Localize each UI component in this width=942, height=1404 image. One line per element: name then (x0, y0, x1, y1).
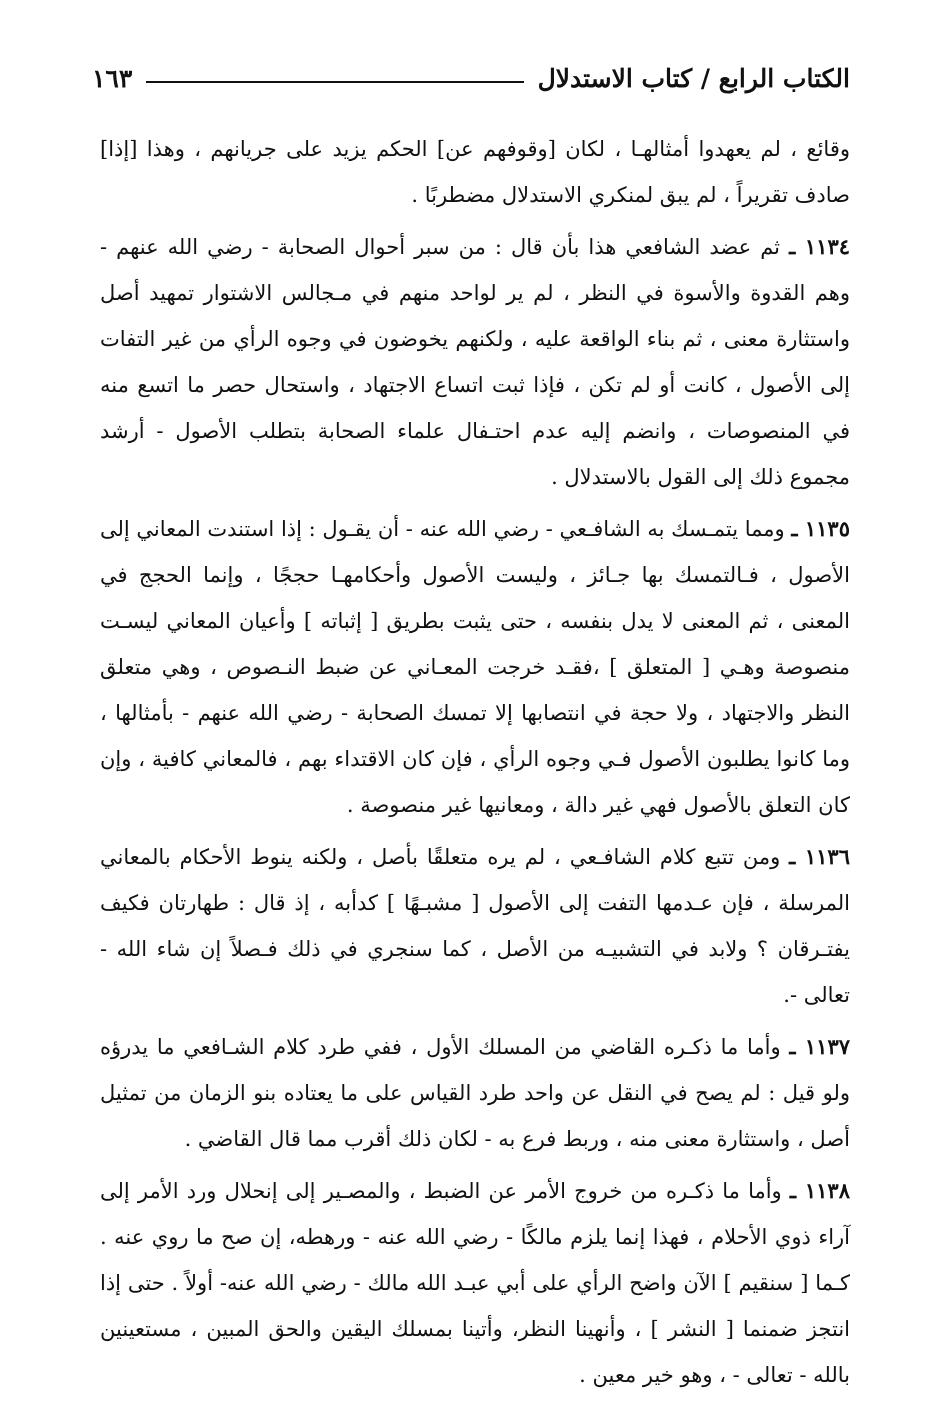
page-body (100, 126, 850, 1404)
paragraph-1134 (100, 224, 850, 500)
paragraph-continuation (100, 126, 850, 218)
paragraph-text: وأما ما ذكـره القاضي من المسلك الأول ، ففي طرد كلام الشـافعي ما يدرؤه ولو قيل : لم يصح في النقل عن واحد طرد القياس على ما يعتاده بنو الزمان من تمثيل أصل ، واستثارة معنى منه ، وربط فرع به - لكان ذلك أقرب مما قال القاضي . (100, 1035, 850, 1151)
paragraph-number: ١١٣٨ ـ (789, 1178, 850, 1203)
paragraph-number: ١١٣٦ ـ (789, 844, 850, 869)
paragraph-text: ثم عضد الشافعي هذا بأن قال : من سبر أحوال الصحابة - رضي الله عنهم - وهم القدوة والأسوة في النظر ، لم ير لواحد منهم في مـجالس الاشتوار تمهيد أصل واستثارة معنى ، ثم بناء الواقعة عليه ، ولكنهم يخوضون في وجوه الرأي من غير التفات إلى الأصول ، كانت أو لم تكن ، فإذا ثبت اتساع الاجتهاد ، واستحال حصر ما اتسع منه في المنصوصات ، وانضم إليه عدم احتـفال علماء الصحابة بتطلب الأصول - أرشد مجموع ذلك إلى القول بالاستدلال . (100, 235, 850, 489)
running-header (92, 58, 850, 98)
paragraph-text: وقائع ، لم يعهدوا أمثالهـا ، لكان [وقوفهم عن] الحكم يزيد على جريانهم ، وهذا [إذا] صادف تقريراً ، لم يبق لمنكري الاستدلال مضطربًا . (100, 137, 850, 207)
header-rule (146, 81, 523, 83)
paragraph-1137 (100, 1024, 850, 1162)
page-number: ١٦٣ (92, 63, 133, 93)
paragraph-1136 (100, 834, 850, 1018)
paragraph-text: وأما ما ذكـره من خروج الأمر عن الضبط ، والمصـير إلى إنحلال ورد الأمر إلى آراء ذوي الأحلام ، فهذا إنما يلزم مالكًا - رضي الله عنه - ورهطه، إن صح ما روي عنه . كـما [ سنقيم ] الآن واضح الرأي على أبي عبـد الله مالك - رضي الله عنه- أولاً . حتى إذا انتجز ضمنما [ النشر ] ، وأنهينا النظر، وأتينا بمسلك اليقين والحق المبين ، مستعينين بالله - تعالى - ، وهو خير معين . (100, 1179, 850, 1387)
paragraph-1138 (100, 1168, 850, 1398)
paragraph-number: ١١٣٥ ـ (791, 516, 850, 541)
paragraph-text: ومن تتبع كلام الشافـعي ، لم يره متعلقًا بأصل ، ولكنه ينوط الأحكام بالمعاني المرسلة ، فإن عـدمها التفت إلى الأصول [ مشبـهًا ] كدأبه ، إذ قال : طهارتان فكيف يفتـرقان ؟ ولابد في التشبيـه من الأصل ، كما سنجري في ذلك فـصلاً إن شاء الله - تعالى -. (100, 845, 850, 1007)
paragraph-number: ١١٣٤ ـ (789, 234, 851, 259)
running-title: الكتاب الرابع / كتاب الاستدلال (537, 63, 850, 93)
paragraph-1135 (100, 506, 850, 828)
paragraph-text: ومما يتمـسك به الشافـعي - رضي الله عنه - أن يقـول : إذا استندت المعاني إلى الأصول ، فـالتمسك بها جـائز ، وليست الأصول وأحكامهـا حججًا ، وإنما الحجج في المعنى ، ثم المعنى لا يدل بنفسه ، حتى يثبت بطريق [ إثباته ] وأعيان المعاني ليسـت منصوصة وهـي [ المتعلق ] ،فقـد خرجت المعـاني عن ضبط النـصوص ، وهي متعلق النظر والاجتهاد ، ولا حجة في انتصابها إلا تمسك الصحابة - رضي الله عنهم - بأمثالها ، وما كانوا يطلبون الأصول فـي وجوه الرأي ، فإن كان الاقتداء بهم ، فالمعاني كافية ، وإن كان التعلق بالأصول فهي غير دالة ، ومعانيها غير منصوصة . (100, 517, 850, 817)
paragraph-number: ١١٣٧ ـ (789, 1034, 851, 1059)
